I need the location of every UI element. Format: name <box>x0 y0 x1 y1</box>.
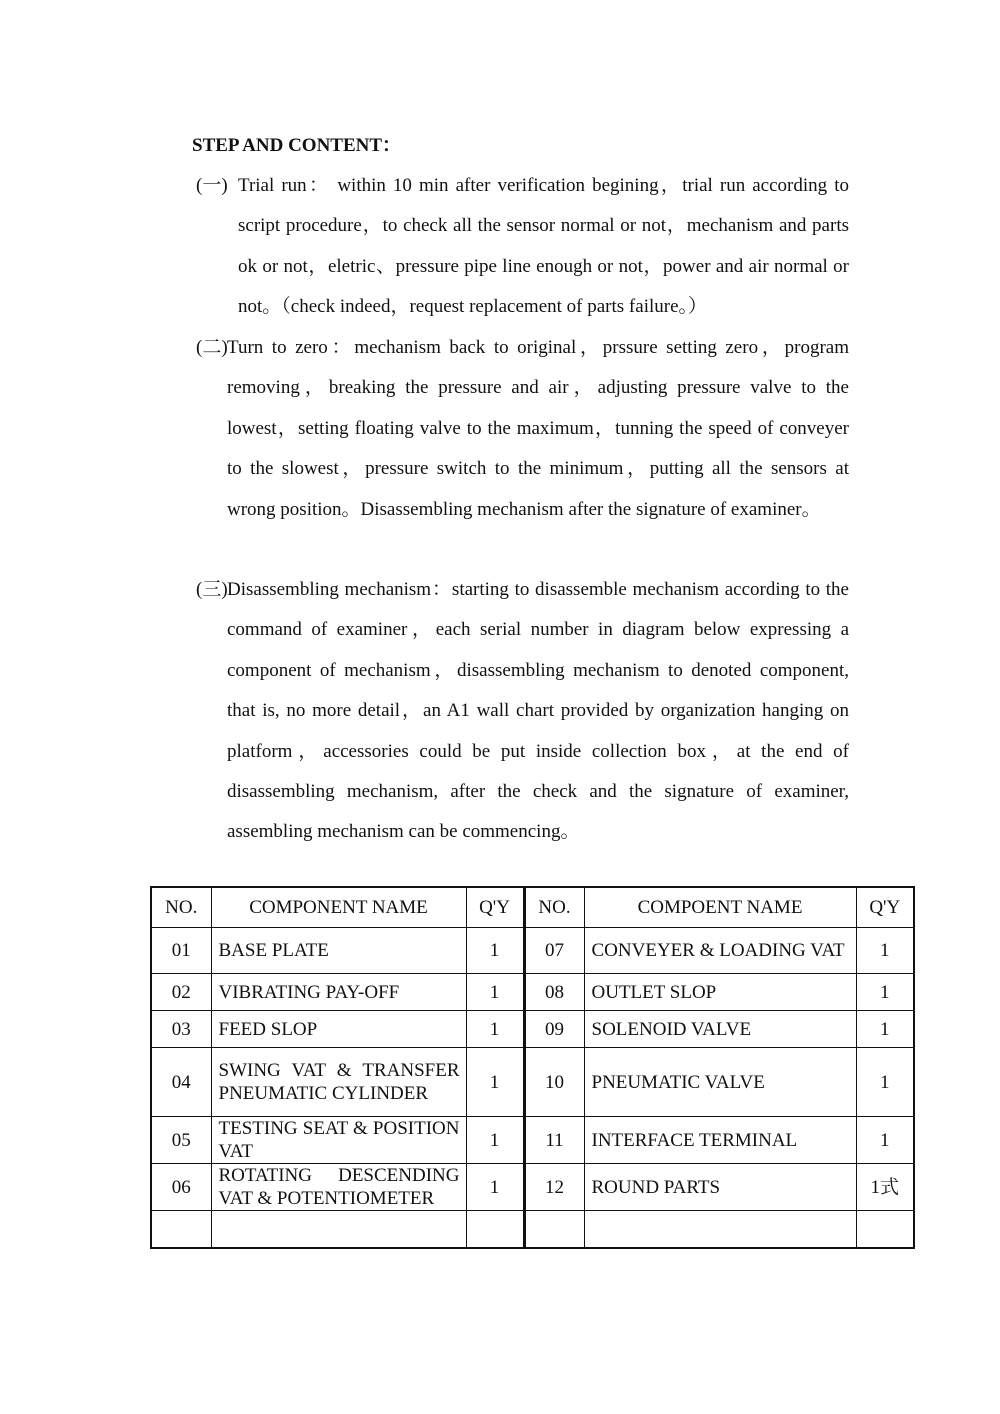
cell-name: FEED SLOP <box>211 1011 466 1048</box>
cell-name: SWING VAT & TRANSFER PNEUMATIC CYLINDER <box>211 1048 466 1117</box>
cell-no: 02 <box>151 974 211 1011</box>
cell-name: BASE PLATE <box>211 928 466 974</box>
cell-no: 10 <box>524 1048 584 1117</box>
cell-qty: 1 <box>466 1164 524 1211</box>
cell-no: 08 <box>524 974 584 1011</box>
cell-qty: 1式 <box>856 1164 914 1211</box>
cell-qty <box>466 1211 524 1249</box>
cell-no: 09 <box>524 1011 584 1048</box>
table-row <box>151 928 914 974</box>
table-row-empty <box>151 1211 914 1249</box>
cell-qty: 1 <box>466 1011 524 1048</box>
header-no: NO. <box>151 887 211 928</box>
header-component-name-2: COMPOENT NAME <box>584 887 856 928</box>
step-three-marker: (三) <box>196 579 228 600</box>
cell-no: 06 <box>151 1164 211 1211</box>
cell-qty: 1 <box>466 974 524 1011</box>
cell-qty: 1 <box>856 1011 914 1048</box>
section-heading: STEP AND CONTENT： <box>192 135 402 156</box>
cell-name: PNEUMATIC VALVE <box>584 1048 856 1117</box>
table-header-row <box>151 887 914 928</box>
cell-name <box>584 1211 856 1249</box>
cell-name: INTERFACE TERMINAL <box>584 1117 856 1164</box>
table-row <box>151 974 914 1011</box>
header-component-name: COMPONENT NAME <box>211 887 466 928</box>
cell-name <box>211 1211 466 1249</box>
cell-qty: 1 <box>466 1048 524 1117</box>
table-row <box>151 1011 914 1048</box>
cell-name: CONVEYER & LOADING VAT <box>584 928 856 974</box>
header-qty-2: Q'Y <box>856 887 914 928</box>
cell-no <box>151 1211 211 1249</box>
table-row <box>151 1048 914 1117</box>
cell-no: 01 <box>151 928 211 974</box>
cell-name: SOLENOID VALVE <box>584 1011 856 1048</box>
step-one-marker: (一) <box>196 175 228 196</box>
cell-no: 12 <box>524 1164 584 1211</box>
cell-qty: 1 <box>466 928 524 974</box>
table-row <box>151 1117 914 1164</box>
cell-no: 07 <box>524 928 584 974</box>
cell-no: 03 <box>151 1011 211 1048</box>
cell-no: 11 <box>524 1117 584 1164</box>
component-table <box>150 886 915 1249</box>
cell-name: ROUND PARTS <box>584 1164 856 1211</box>
cell-qty: 1 <box>466 1117 524 1164</box>
cell-no <box>524 1211 584 1249</box>
cell-no: 05 <box>151 1117 211 1164</box>
cell-name: ROTATING DESCENDING VAT & POTENTIOMETER <box>211 1164 466 1211</box>
header-qty: Q'Y <box>466 887 524 928</box>
cell-name: TESTING SEAT & POSITION VAT <box>211 1117 466 1164</box>
cell-qty: 1 <box>856 1117 914 1164</box>
step-three <box>196 570 849 853</box>
cell-name: OUTLET SLOP <box>584 974 856 1011</box>
cell-qty: 1 <box>856 1048 914 1117</box>
cell-name: VIBRATING PAY-OFF <box>211 974 466 1011</box>
step-two-text: Turn to zero：mechanism back to original，prssure setting zero，program removing，breaking the pressure and air，adjusting pressure valve to the lowest，setting floating valve to the maximum，tunning the speed of conveyer to the slowest，pressure switch to the minimum，putting all the sensors at wrong position。Disassembling mechanism after the signature of examiner。 <box>227 337 849 520</box>
table-row <box>151 1164 914 1211</box>
step-one <box>196 166 849 328</box>
cell-no: 04 <box>151 1048 211 1117</box>
step-one-text: Trial run： within 10 min after verification begining，trial run according to script procedure，to check all the sensor normal or not，mechanism and parts ok or not，eletric、pressure pipe line enough or not，power and air normal or not。（check indeed，request replacement of parts failure。） <box>238 175 849 318</box>
step-two-marker: (二) <box>196 337 228 358</box>
header-no-2: NO. <box>524 887 584 928</box>
cell-qty <box>856 1211 914 1249</box>
cell-qty: 1 <box>856 928 914 974</box>
step-three-text: Disassembling mechanism：starting to disassemble mechanism according to the command of examiner，each serial number in diagram below expressing a component of mechanism，disassembling mechanism to denoted component, that is, no more detail，an A1 wall chart provided by organization hanging on platform，accessories could be put inside collection box，at the end of disassembling mechanism, after the check and the signature of examiner, assembling mechanism can be commencing。 <box>227 579 849 843</box>
cell-qty: 1 <box>856 974 914 1011</box>
step-two <box>196 328 849 530</box>
